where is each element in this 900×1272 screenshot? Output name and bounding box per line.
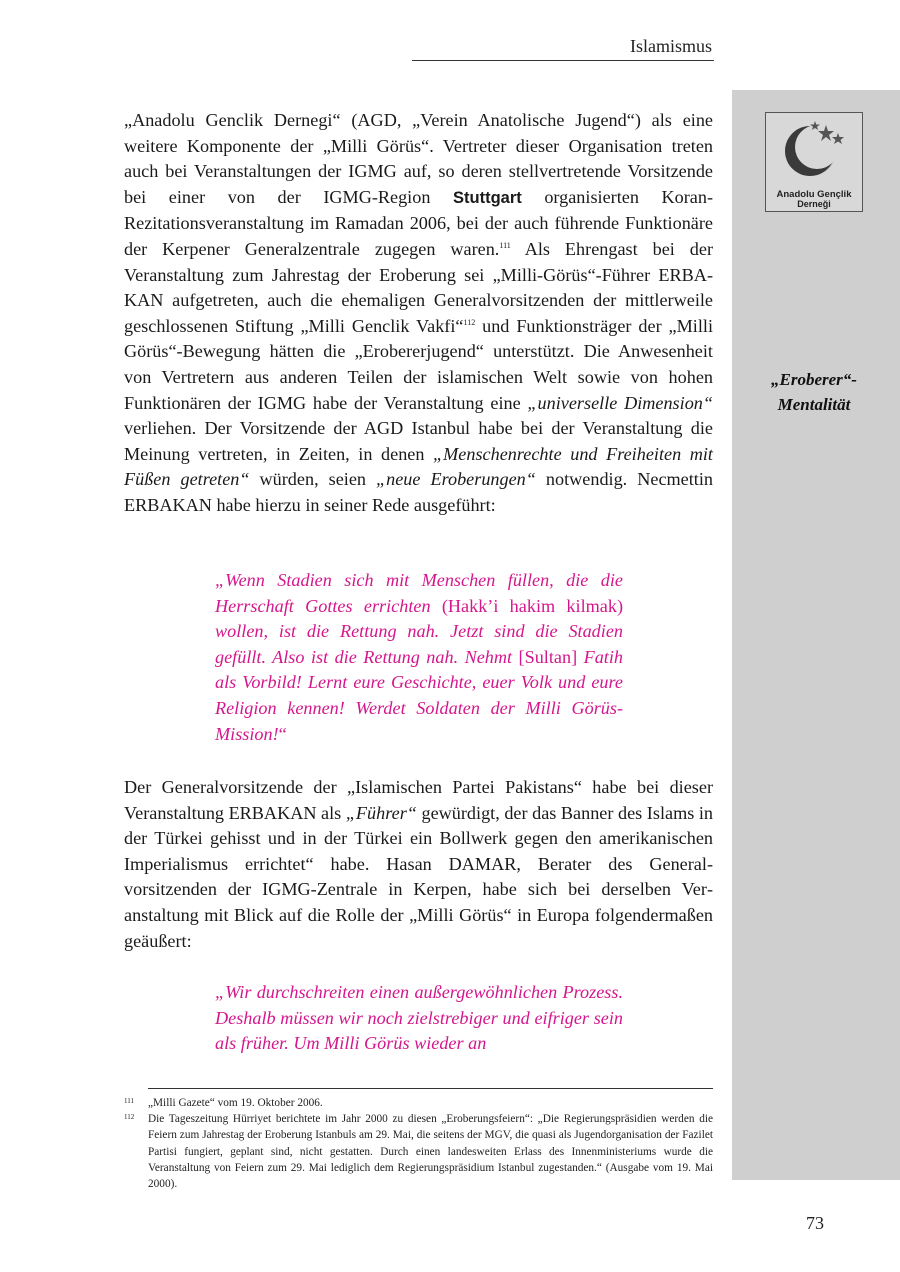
page-number: 73 [806,1213,824,1233]
text-run: Der Generalvorsitzende der „Islamischen Partei Pakistans“ habe bei dieser Veranstaltung ERBAKAN als [124,777,713,823]
footnote-112 [124,1111,713,1192]
footnotes [124,1095,713,1192]
block-quote-2 [215,980,623,1057]
block-quote-1 [215,568,623,747]
text-run: „Anadolu Genclik Dernegi“ (AGD, „Verein Anatolische Jugend“) als eine weitere Komponente der „Milli Görüs“. Vertreter dieser Organisation treten auch bei Veranstaltungen der IGMG auf, so deren stellvertretende Vorsitzende bei einer von der IGMG-Region [124,110,713,207]
margin-note [744,367,884,417]
text-run: und Funktionsträger der „Milli Görüs“-Bewegung hätten die „Erobererjugend“ unterstützt. Die Anwesenheit von Vertretern aus anderen Teilen der islamischen Welt sowie von hohen Funktionären der IGMG habe der Veranstaltung eine [124,315,714,413]
quote-run: „Wenn Stadien sich mit Menschen füllen, die die Herrschaft Gottes errichten [215,570,623,616]
bold-term-stuttgart: Stuttgart [453,188,522,207]
text-run: notwendig. Necmettin ERBAKAN habe hierzu in seiner Rede ausgeführt: [124,469,713,515]
quote-run: Fatih als Vorbild! Lernt eure Geschichte, euer Volk und eure Religion kennen! Werdet Soldaten der Milli Görüs-Mission! [215,646,623,744]
footnote-ref-111: 111 [499,240,511,250]
margin-sidebar [732,90,900,1180]
logo-text-line2: Derneği [797,199,831,209]
agd-logo [765,112,863,212]
text-run: Als Ehrengast bei der Veranstaltung zum Jahrestag der Eroberung sei „Milli-Görüs“-Führer ERBAKAN aufgetreten, auch die ehemaligen Generalvorsitzenden der mittlerweile geschlossenen Stiftung „Milli Genclik Vakfi“ [124,238,713,336]
quote-run: [Sultan] [512,646,584,667]
body-paragraph-2 [124,775,713,954]
footnote-text: „Milli Gazete“ vom 19. Oktober 2006. [148,1097,323,1109]
text-run: gewürdigt, der das Banner des Islams in der Türkei gehisst und in der Türkei ein Bollwerk gegen den amerikanischen Imperialismus errichtet“ habe. Hasan DAMAR, Berater des Generalvorsitzenden der IGMG-Zentrale in Kerpen, habe sich bei derselben Veranstaltung mit Blick auf die Rolle der „Milli Görüs“ in Europa folgendermaßen geäußert: [124,802,713,951]
footnote-number: 112 [124,1113,135,1122]
italic-quote: „Menschenrechte und Freiheiten mit Füßen getreten“ [124,443,713,490]
footnote-111 [124,1095,713,1111]
quote-run: wollen, ist die Rettung nah. Jetzt sind die Stadien gefüllt. Also ist die Rettung nah. Nehmt [215,621,623,667]
header-rule [412,60,714,61]
footnote-ref-112: 112 [463,317,476,327]
margin-note-line1: „Eroberer“- [771,370,857,389]
italic-quote: „Führer“ [345,802,417,823]
margin-note-line2: Mentalität [777,395,851,414]
logo-text-line1: Anadolu Gençlik [776,189,852,200]
footnote-text: Die Tageszeitung Hürriyet berichtete im Jahr 2000 zu diesen „Eroberungsfeiern“: „Die Regierungspräsidien werden die Feiern zum Jahrestag der Eroberung Istanbuls am 29. Mai, die seitens der MGV, die quasi als Jugendorganisation der Fazilet Partisi fungiert, geplant sind, nicht gestatten. Durch einen landesweiten Erlass des Innenministeriums wurde die Veranstaltung von Feiern zum 29. Mai lediglich dem Regierungspräsidium Istanbul zugestanden.“ (Ausgabe vom 19. Mai 2000). [148,1113,713,1191]
running-header-title: Islamismus [629,36,712,56]
italic-quote: „neue Eroberungen“ [376,469,536,490]
text-run: organisierten Koran-Rezitationsveranstaltung im Ramadan 2006, bei der auch führende Funktionäre der Kerpener Generalzentrale zugegen waren. [124,186,714,259]
text-run: verliehen. Der Vorsitzende der AGD Istanbul habe bei der Veranstaltung die Meinung vertreten, in Zeiten, in denen [124,418,713,464]
italic-quote: „universelle Dimension“ [527,392,713,413]
quote-run: (Hakk’i hakim kilmak) [430,595,623,616]
body-paragraph-1 [124,108,713,519]
text-run: würden, seien [249,469,377,490]
quote-run: “ [278,723,287,744]
footnote-rule [148,1088,713,1089]
footnote-number: 111 [124,1097,134,1105]
quote-run: „Wir durchschreiten einen außergewöhnlichen Prozess. Deshalb müssen wir noch zielstrebiger und eifriger sein als früher. Um Milli Görüs wieder an [215,982,623,1054]
